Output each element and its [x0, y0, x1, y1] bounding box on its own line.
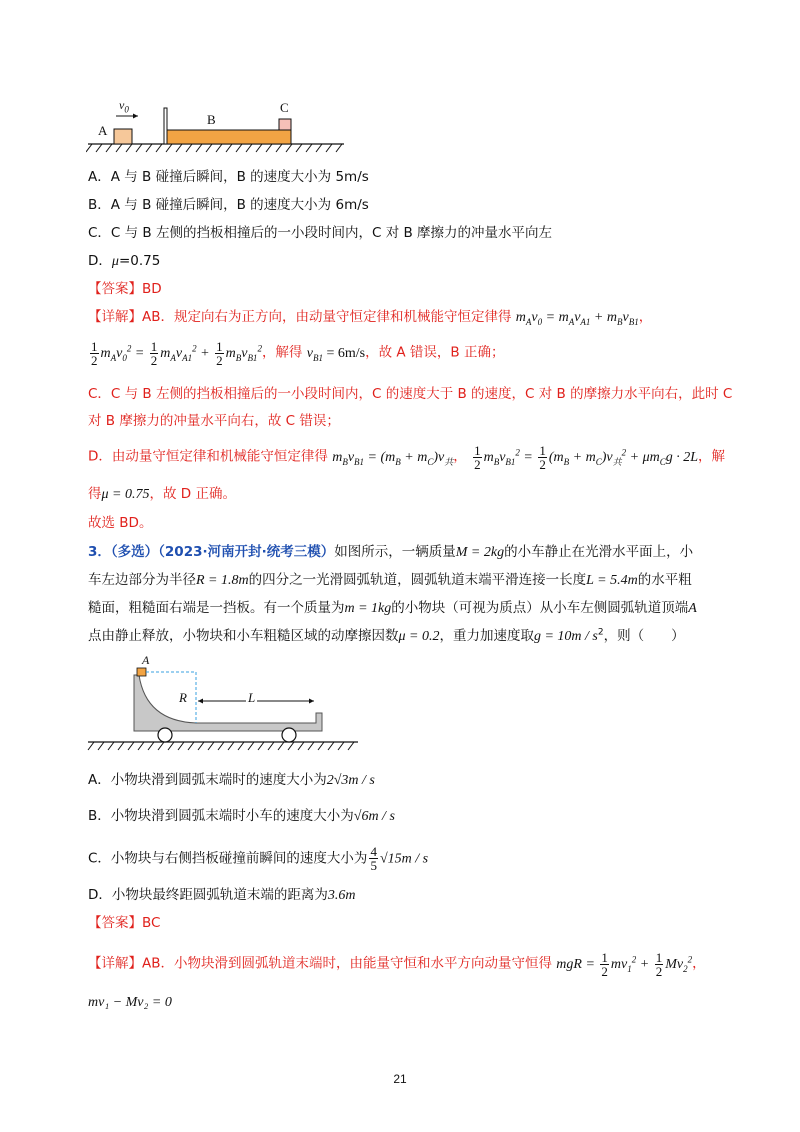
q2-option-d: D．μ=0.75 — [88, 253, 161, 269]
cart-body — [134, 675, 322, 731]
q3-option-b: B．小物块滑到圆弧末端时小车的速度大小为√6m / s — [88, 808, 395, 824]
q2-option-a: A．A 与 B 碰撞后瞬间，B 的速度大小为 5m/s — [88, 169, 369, 185]
q2-detail-d: D．由动量守恒定律和机械能守恒定律得 $m_Bv_{B1} = (m_B + m_C)v_共$， $\frac{1}{2}$ $m_Bv_{B1}^2$ = $\frac{1}{2}$ $(m_B + m_C)v_共^2 + \mu m_Cg \cdot 2L$，解 — [88, 443, 726, 472]
q2-detail-ab: 【详解】AB．规定向右为正方向，由动量守恒定律和机械能守恒定律得 $m_Av_0 = m_Av_{A1} + m_Bv_{B1}$， — [88, 309, 653, 327]
q2-detail-c2: 对 B 摩擦力的冲量水平向右，故 C 错误； — [88, 413, 340, 429]
block-a — [114, 129, 132, 144]
q3-line2: 车左边部分为半径R = 1.8m的四分之一光滑圆弧轨道，圆弧轨道末端平滑连接一长度L = 5.4m的水平粗 — [88, 572, 692, 588]
q2-choose: 故选 BD。 — [88, 515, 153, 531]
page-number: 21 — [393, 1072, 407, 1086]
plank-b — [166, 130, 291, 144]
q3-line1: 3．（多选）（2023·河南开封·统考三模）如图所示，一辆质量M = 2kg的小车静止在光滑水平面上，小 — [88, 544, 694, 560]
cart-label-l: L — [248, 690, 256, 705]
q2-answer: 【答案】BD — [88, 281, 162, 297]
q2-detail-d2: 得μ = 0.75，故 D 正确。 — [88, 486, 236, 502]
label-b: B — [207, 112, 216, 127]
label-a: A — [98, 123, 108, 138]
q3-option-a: A．小物块滑到圆弧末端时的速度大小为2√3m / s — [88, 772, 375, 788]
q3-line3: 糙面，粗糙面右端是一挡板。有一个质量为m = 1kg的小物块（可视为质点）从小车左侧圆弧轨道顶端A — [88, 600, 697, 616]
q3-answer: 【答案】BC — [88, 915, 161, 931]
cart-label-a: A — [142, 653, 150, 667]
q3-detail-eq: mv₁ − Mv₂ = 0 — [88, 995, 172, 1010]
cart-label-r: R — [179, 690, 187, 705]
q3-option-c: C．小物块与右侧挡板碰撞前瞬间的速度大小为 $\frac{4}{5}$ √15m / s — [88, 844, 429, 873]
q3-option-d: D．小物块最终距圆弧轨道末端的距离为3.6m — [88, 887, 356, 903]
q3-detail-ab: 【详解】AB．小物块滑到圆弧轨道末端时，由能量守恒和水平方向动量守恒得 mgR = $\frac{1}{2}$ $mv_1^2$ + $\frac{1}{2}$ $Mv_2^2$， — [88, 950, 706, 979]
figure-cart — [86, 655, 361, 755]
small-block — [137, 668, 146, 676]
q2-option-c: C．C 与 B 左侧的挡板相撞后的一小段时间内，C 对 B 摩擦力的冲量水平向左 — [88, 225, 553, 241]
q2-option-b: B．A 与 B 碰撞后瞬间，B 的速度大小为 6m/s — [88, 197, 369, 213]
block-c — [279, 119, 291, 130]
q3-line4: 点由静止释放，小物块和小车粗糙区域的动摩擦因数μ = 0.2，重力加速度取$g = 10m / s^2$，则（ ） — [88, 627, 685, 644]
q2-detail-c1: C．C 与 B 左侧的挡板相撞后的一小段时间内，C 的速度大于 B 的速度，C 对 B 的摩擦力水平向右，此时 C — [88, 386, 733, 402]
label-c: C — [280, 100, 289, 115]
label-v0: $v_0$ — [119, 98, 129, 115]
q2-detail-energy: $\frac{1}{2}$ $m_Av_0^2$ = $\frac{1}{2}$ $m_Av_{A1}^2$ + $\frac{1}{2}$ $m_Bv_{B1}^2$，解得 $v_{B1} = 6m/s$，故 A 错误，B 正确； — [91, 339, 505, 368]
